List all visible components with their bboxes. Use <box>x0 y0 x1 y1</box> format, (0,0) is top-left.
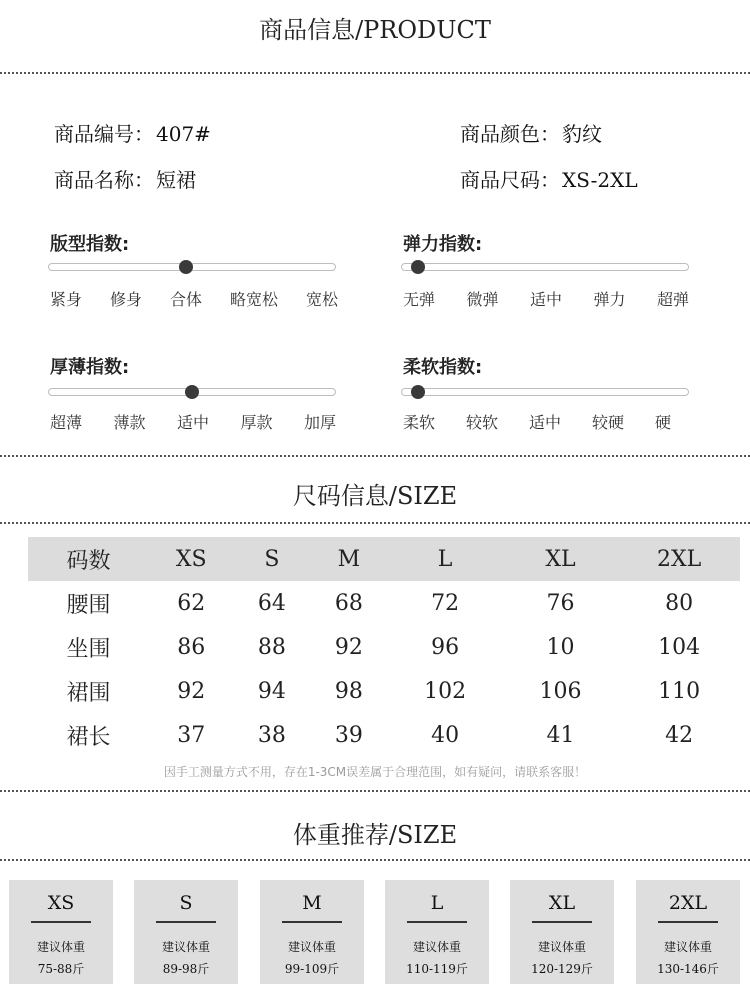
table-cell: 68 <box>334 590 363 616</box>
product-code <box>54 118 211 147</box>
table-cell: 92 <box>177 678 206 704</box>
tick-label: 加厚 <box>303 413 336 432</box>
table-cell: 94 <box>257 678 286 704</box>
table-cell: 96 <box>431 634 460 660</box>
elasticity-index-ticks <box>403 287 689 310</box>
tick-label: 适中 <box>176 413 209 432</box>
table-header-cell: M <box>337 546 361 572</box>
table-cell: 38 <box>257 722 286 748</box>
weight-card <box>510 880 614 984</box>
weight-card-range: 89-98斤 <box>162 962 210 976</box>
product-code-label: 商品编号： <box>54 122 154 146</box>
table-cell: 104 <box>658 634 701 660</box>
table-header-cell: L <box>437 546 453 572</box>
elasticity-index-knob <box>411 260 425 274</box>
tick-label: 略宽松 <box>229 290 278 309</box>
table-cell: 62 <box>177 590 206 616</box>
weight-section-title: 体重推荐/SIZE <box>292 821 458 849</box>
table-cell: 72 <box>431 590 460 616</box>
softness-index-track <box>401 388 689 396</box>
tick-label: 较软 <box>465 413 498 432</box>
table-row <box>28 625 740 669</box>
table-row <box>28 669 740 713</box>
weight-card-divider <box>658 921 718 923</box>
product-name-label: 商品名称： <box>54 168 154 192</box>
table-cell: 40 <box>431 722 460 748</box>
table-cell: 106 <box>539 678 582 704</box>
table-cell: 110 <box>658 678 701 704</box>
weight-card-range: 120-129斤 <box>531 962 593 976</box>
section-divider <box>0 790 750 792</box>
table-cell: 37 <box>177 722 206 748</box>
tick-label: 弹力 <box>593 290 626 309</box>
elasticity-index-track <box>401 263 689 271</box>
tick-label: 合体 <box>169 290 202 309</box>
softness-index-knob <box>411 385 425 399</box>
tick-label: 较硬 <box>591 413 624 432</box>
section-divider <box>0 455 750 457</box>
weight-card-divider <box>532 921 592 923</box>
table-cell: 64 <box>257 590 286 616</box>
table-cell: 裙围 <box>66 680 111 706</box>
weight-card-divider <box>282 921 342 923</box>
table-cell: 41 <box>546 722 575 748</box>
weight-card-size: M <box>302 892 322 914</box>
thickness-index-knob <box>185 385 199 399</box>
fit-index-label: 版型指数: <box>50 234 130 255</box>
table-cell: 98 <box>334 678 363 704</box>
thickness-index-ticks <box>50 410 336 433</box>
weight-card-divider <box>407 921 467 923</box>
weight-card-label: 建议体重 <box>412 940 461 954</box>
weight-card-label: 建议体重 <box>537 940 586 954</box>
table-row <box>28 581 740 625</box>
tick-label: 宽松 <box>305 290 338 309</box>
weight-card-size: XL <box>548 892 576 914</box>
table-cell: 80 <box>665 590 694 616</box>
tick-label: 超弹 <box>656 290 689 309</box>
product-size <box>460 164 638 193</box>
product-code-value: 407# <box>156 122 211 146</box>
product-name-value: 短裙 <box>156 168 196 192</box>
weight-card-divider <box>31 921 91 923</box>
table-cell: 86 <box>177 634 206 660</box>
weight-card-divider <box>156 921 216 923</box>
product-size-label: 商品尺码： <box>460 168 560 192</box>
table-cell: 88 <box>257 634 286 660</box>
softness-index-label: 柔软指数: <box>403 357 483 378</box>
weight-card-range: 130-146斤 <box>657 962 719 976</box>
table-header-row <box>28 537 740 581</box>
section-divider <box>0 859 750 861</box>
table-header-cell: 2XL <box>656 546 702 572</box>
weight-card-size: 2XL <box>668 892 708 914</box>
elasticity-index-label: 弹力指数: <box>403 234 483 255</box>
weight-card-label: 建议体重 <box>287 940 336 954</box>
weight-card-range: 110-119斤 <box>406 962 468 976</box>
section-divider <box>0 522 750 524</box>
weight-card <box>260 880 364 984</box>
tick-label: 硬 <box>654 413 671 432</box>
tick-label: 柔软 <box>403 413 436 432</box>
table-header-cell: S <box>264 546 280 572</box>
table-cell: 39 <box>334 722 363 748</box>
softness-index-ticks <box>403 410 671 433</box>
weight-card <box>385 880 489 984</box>
product-name <box>54 164 196 193</box>
weight-card-size: L <box>430 892 444 914</box>
table-cell: 42 <box>665 722 694 748</box>
table-header-cell: XS <box>175 546 207 572</box>
thickness-index-label: 厚薄指数: <box>50 357 130 378</box>
tick-label: 适中 <box>529 290 562 309</box>
product-color-label: 商品颜色： <box>460 122 560 146</box>
table-cell: 92 <box>334 634 363 660</box>
tick-label: 修身 <box>109 290 142 309</box>
weight-card <box>9 880 113 984</box>
table-cell: 裙长 <box>66 724 111 750</box>
weight-card-size: XS <box>47 892 75 914</box>
table-cell: 坐围 <box>66 636 111 662</box>
tick-label: 厚款 <box>240 413 273 432</box>
table-row <box>28 713 740 757</box>
product-color-value: 豹纹 <box>562 122 602 146</box>
table-header-cell: 码数 <box>66 548 111 574</box>
tick-label: 适中 <box>528 413 561 432</box>
weight-card <box>134 880 238 984</box>
measurement-note: 因手工测量方式不用，存在1-3CM误差属于合理范围，如有疑问，请联系客服！ <box>163 765 587 779</box>
table-cell: 10 <box>546 634 575 660</box>
weight-card <box>636 880 740 984</box>
tick-label: 紧身 <box>50 290 83 309</box>
product-color <box>460 118 602 147</box>
tick-label: 微弹 <box>466 290 499 309</box>
size-section-title: 尺码信息/SIZE <box>292 482 458 510</box>
product-size-value: XS-2XL <box>562 168 638 192</box>
weight-card-size: S <box>179 892 193 914</box>
table-cell: 76 <box>546 590 575 616</box>
table-cell: 腰围 <box>66 592 111 618</box>
fit-index-knob <box>179 260 193 274</box>
table-header-cell: XL <box>545 546 576 572</box>
tick-label: 薄款 <box>113 413 146 432</box>
weight-card-range: 99-109斤 <box>284 962 340 976</box>
weight-card-range: 75-88斤 <box>37 962 85 976</box>
weight-card-label: 建议体重 <box>36 940 85 954</box>
table-cell: 102 <box>424 678 467 704</box>
size-table <box>28 537 740 757</box>
fit-index-ticks <box>50 287 338 310</box>
tick-label: 无弹 <box>403 290 436 309</box>
section-divider <box>0 72 750 74</box>
weight-card-label: 建议体重 <box>161 940 210 954</box>
product-section-title: 商品信息/PRODUCT <box>259 16 491 44</box>
weight-card-label: 建议体重 <box>663 940 712 954</box>
tick-label: 超薄 <box>50 413 83 432</box>
